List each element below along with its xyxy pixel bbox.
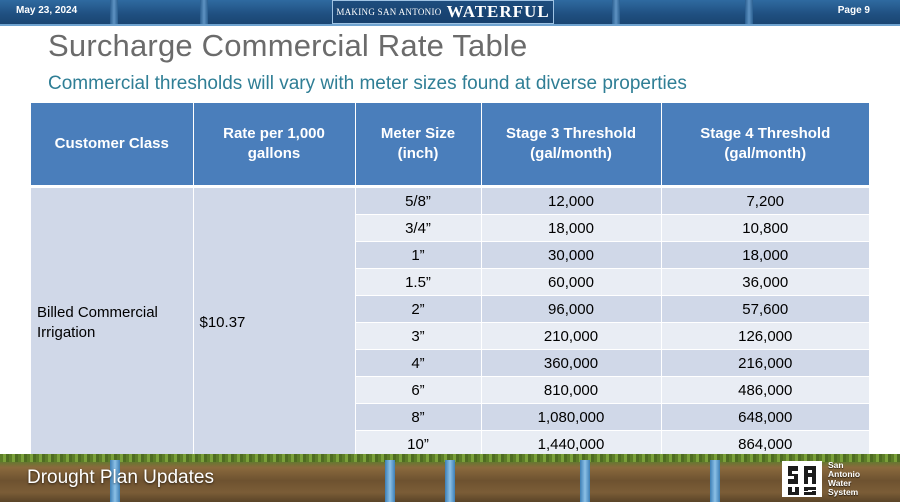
top-banner bbox=[0, 0, 900, 26]
stage4-cell: 216,000 bbox=[661, 350, 869, 377]
column-header-stage3: Stage 3 Threshold (gal/month) bbox=[481, 103, 661, 187]
saws-logo-text bbox=[828, 461, 860, 497]
customer-class-cell: Billed Commercial Irrigation bbox=[31, 187, 193, 458]
stage3-cell: 96,000 bbox=[481, 296, 661, 323]
slide-title: Surcharge Commercial Rate Table bbox=[48, 28, 528, 63]
column-header-customer-class: Customer Class bbox=[31, 103, 193, 187]
meter-size-cell: 6” bbox=[355, 377, 481, 404]
meter-size-cell: 1.5” bbox=[355, 269, 481, 296]
rate-cell: $10.37 bbox=[193, 187, 355, 458]
slide-subtitle: Commercial thresholds will vary with meter sizes found at diverse properties bbox=[48, 73, 687, 94]
rate-table bbox=[31, 103, 869, 458]
stage3-cell: 18,000 bbox=[481, 215, 661, 242]
meter-size-cell: 5/8” bbox=[355, 187, 481, 215]
logo-word: Water bbox=[828, 477, 852, 488]
pipe-decoration bbox=[710, 460, 720, 502]
slide-date: May 23, 2024 bbox=[16, 5, 78, 16]
stage3-cell: 1,440,000 bbox=[481, 431, 661, 458]
meter-size-cell: 2” bbox=[355, 296, 481, 323]
stage4-cell: 18,000 bbox=[661, 242, 869, 269]
meter-size-cell: 3/4” bbox=[355, 215, 481, 242]
pipe-decoration bbox=[580, 460, 590, 502]
table-header-row bbox=[31, 103, 869, 187]
brand-banner bbox=[332, 0, 554, 24]
pipe-decoration bbox=[200, 0, 208, 24]
saws-logo bbox=[780, 455, 900, 502]
saws-logo-icon bbox=[780, 458, 824, 500]
pipe-decoration bbox=[745, 0, 753, 24]
meter-size-cell: 4” bbox=[355, 350, 481, 377]
logo-word: System bbox=[828, 486, 859, 497]
stage3-cell: 30,000 bbox=[481, 242, 661, 269]
logo-word: Antonio bbox=[828, 468, 861, 479]
pipe-decoration bbox=[445, 460, 455, 502]
stage4-cell: 36,000 bbox=[661, 269, 869, 296]
stage4-cell: 486,000 bbox=[661, 377, 869, 404]
footer-strip bbox=[0, 454, 900, 502]
column-header-meter-size: Meter Size (inch) bbox=[355, 103, 481, 187]
footer-label: Drought Plan Updates bbox=[27, 467, 214, 488]
meter-size-cell: 3” bbox=[355, 323, 481, 350]
stage3-cell: 12,000 bbox=[481, 187, 661, 215]
logo-word: San bbox=[828, 459, 844, 470]
pipe-decoration bbox=[385, 460, 395, 502]
stage4-cell: 648,000 bbox=[661, 404, 869, 431]
pipe-decoration bbox=[612, 0, 620, 24]
stage3-cell: 360,000 bbox=[481, 350, 661, 377]
stage3-cell: 1,080,000 bbox=[481, 404, 661, 431]
stage4-cell: 57,600 bbox=[661, 296, 869, 323]
page-number: Page 9 bbox=[837, 5, 870, 16]
stage4-cell: 126,000 bbox=[661, 323, 869, 350]
meter-size-cell: 10” bbox=[355, 431, 481, 458]
stage3-cell: 810,000 bbox=[481, 377, 661, 404]
column-header-rate: Rate per 1,000 gallons bbox=[193, 103, 355, 187]
stage4-cell: 864,000 bbox=[661, 431, 869, 458]
brand-wordmark: WATERFUL bbox=[446, 2, 550, 21]
column-header-stage4: Stage 4 Threshold (gal/month) bbox=[661, 103, 869, 187]
brand-tagline: MAKING SAN ANTONIO bbox=[336, 7, 442, 17]
stage3-cell: 210,000 bbox=[481, 323, 661, 350]
stage3-cell: 60,000 bbox=[481, 269, 661, 296]
stage4-cell: 7,200 bbox=[661, 187, 869, 215]
table-row bbox=[31, 187, 869, 215]
meter-size-cell: 8” bbox=[355, 404, 481, 431]
pipe-decoration bbox=[110, 0, 118, 24]
stage4-cell: 10,800 bbox=[661, 215, 869, 242]
meter-size-cell: 1” bbox=[355, 242, 481, 269]
